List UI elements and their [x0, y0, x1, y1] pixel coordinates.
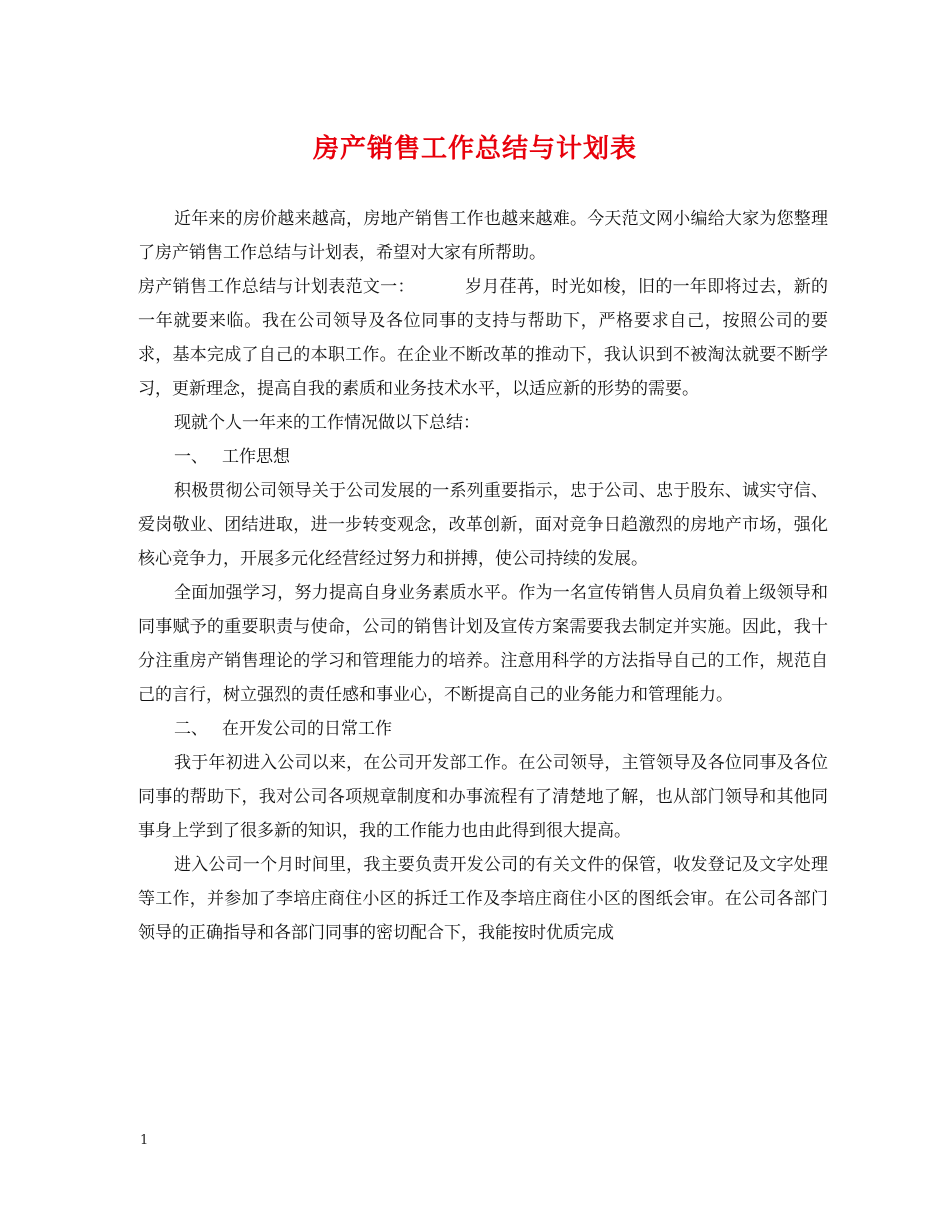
section-2-paragraph-1: 我于年初进入公司以来，在公司开发部工作。在公司领导，主管领导及各位同事及各位同事的帮助下，我对公司各项规章制度和办事流程有了清楚地了解，也从部门领导和其他同事身上学到了很多新的知识，我的工作能力也由此得到很大提高。 [138, 753, 828, 841]
document-body [138, 202, 828, 950]
section-heading-text-1: 工作思想 [222, 447, 290, 467]
page-number: 1 [140, 1133, 149, 1148]
sample-label: 房产销售工作总结与计划表范文一： [138, 277, 415, 297]
section-heading-text-2: 在开发公司的日常工作 [222, 719, 392, 739]
section-heading-1 [138, 440, 828, 474]
summary-intro-paragraph: 现就个人一年来的工作情况做以下总结： [174, 413, 480, 433]
section-1-paragraph-2: 全面加强学习，努力提高自身业务素质水平。作为一名宣传销售人员肩负着上级领导和同事赋予的重要职责与使命，公司的销售计划及宣传方案需要我去制定并实施。因此，我十分注重房产销售理论的学习和管理能力的培养。注意用科学的方法指导自己的工作，规范自己的言行，树立强烈的责任感和事业心，不断提高自己的业务能力和管理能力。 [138, 583, 828, 705]
section-number-1: 一、 [174, 447, 208, 467]
section-number-2: 二、 [174, 719, 208, 739]
sample-opening-text: 岁月荏苒，时光如梭，旧的一年即将过去，新的一年就要来临。我在公司领导及各位同事的支持与帮助下，严格要求自己，按照公司的要求，基本完成了自己的本职工作。在企业不断改革的推动下，我认识到不被淘汰就要不断学习，更新理念，提高自我的素质和业务技术水平，以适应新的形势的需要。 [138, 277, 829, 399]
section-heading-2 [138, 712, 828, 746]
sample-paragraph [138, 270, 828, 406]
document-title: 房产销售工作总结与计划表 [312, 134, 637, 164]
section-2-paragraph-2: 进入公司一个月时间里，我主要负责开发公司的有关文件的保管，收发登记及文字处理等工作，并参加了李培庄商住小区的拆迁工作及李培庄商住小区的图纸会审。在公司各部门领导的正确指导和各部门同事的密切配合下，我能按时优质完成 [138, 855, 828, 943]
section-1-paragraph-1: 积极贯彻公司领导关于公司发展的一系列重要指示，忠于公司、忠于股东、诚实守信、爱岗敬业、团结进取，进一步转变观念，改革创新，面对竞争日趋激烈的房地产市场，强化核心竞争力，开展多元化经营经过努力和拼搏，使公司持续的发展。 [138, 481, 828, 569]
intro-paragraph: 近年来的房价越来越高，房地产销售工作也越来越难。今天范文网小编给大家为您整理了房产销售工作总结与计划表，希望对大家有所帮助。 [138, 209, 828, 263]
